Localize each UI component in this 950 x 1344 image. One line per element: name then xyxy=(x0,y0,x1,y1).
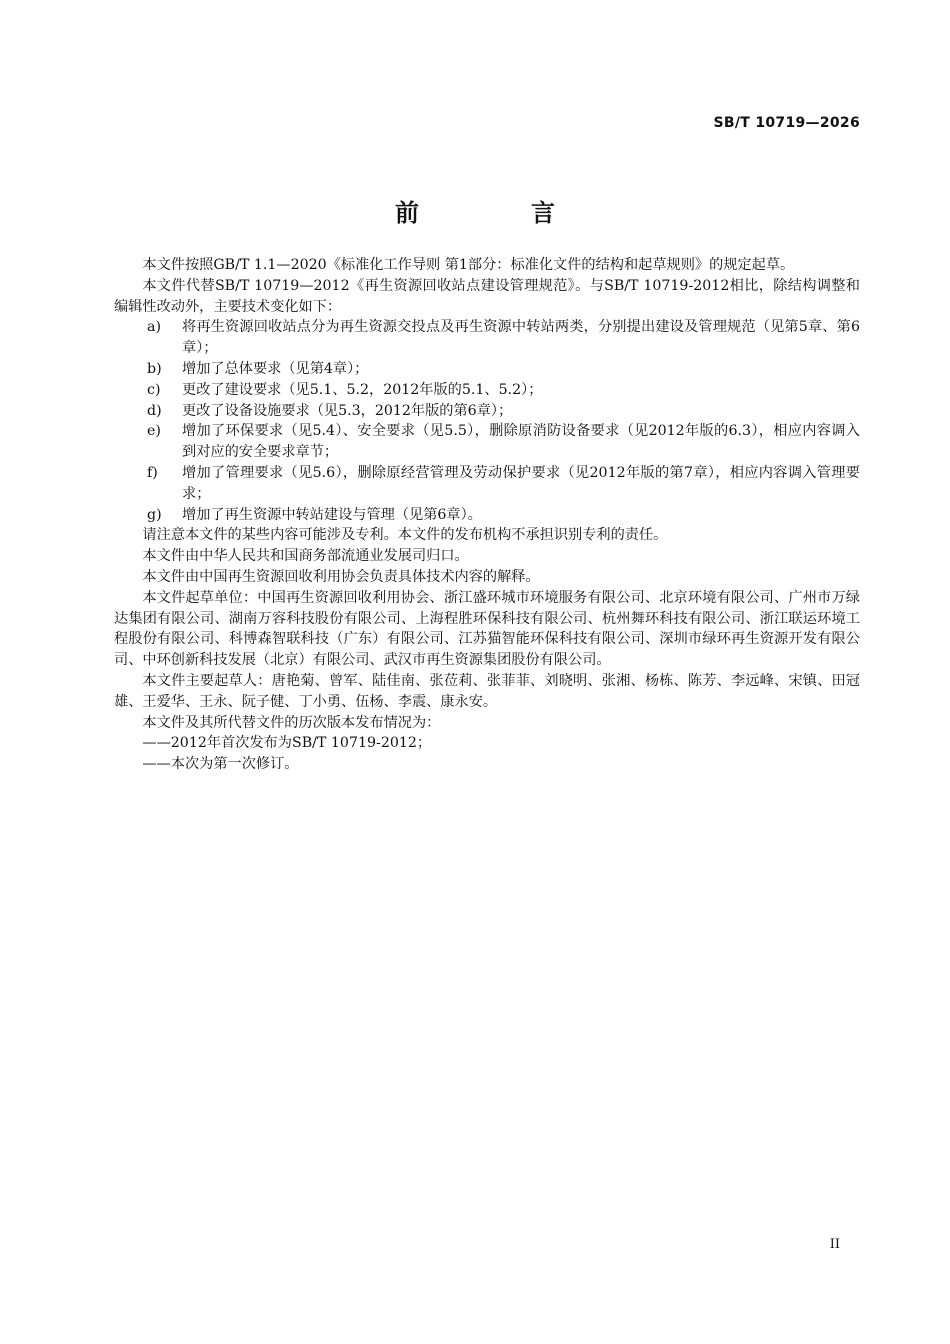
history-item: ——2012年首次发布为SB/T 10719-2012； xyxy=(142,735,432,752)
list-item xyxy=(114,401,860,422)
list-marker: b) xyxy=(147,360,162,377)
list-marker: e) xyxy=(147,423,161,440)
list-marker: f) xyxy=(147,464,158,481)
list-marker: a) xyxy=(147,319,161,336)
paragraph: 本文件由中华人民共和国商务部流通业发展司归口。 xyxy=(142,548,469,565)
drafting-units-paragraph: 本文件起草单位：中国再生资源回收利用协会、浙江盛环城市环境服务有限公司、北京环境有限公司、广州市万绿达集团有限公司、湖南万容科技股份有限公司、上海程胜环保科技有限公司、杭州舞环科技有限公司、浙江联运环境工程股份有限公司、科博森智联科技（广东）有限公司、江苏猫智能环保科技有限公司、深圳市绿环再生资源开发有限公司、中环创新科技发展（北京）有限公司、武汉市再生资源集团股份有限公司。 xyxy=(114,589,860,669)
list-item xyxy=(114,505,860,526)
changes-list xyxy=(114,317,860,525)
list-item-text: 将再生资源回收站点分为再生资源交投点及再生资源中转站两类，分别提出建设及管理规范（见第5章、第6章）； xyxy=(182,319,860,357)
list-item xyxy=(114,359,860,380)
list-item-text: 增加了总体要求（见第4章）； xyxy=(182,360,369,377)
list-marker: c) xyxy=(147,381,161,398)
list-item-text: 增加了环保要求（见5.4）、安全要求（见5.5），删除原消防设备要求（见2012年版的6.3），相应内容调入到对应的安全要求章节； xyxy=(182,423,860,461)
history-item: ——本次为第一次修订。 xyxy=(142,756,299,773)
paragraph: 本文件由中国再生资源回收利用协会负责具体技术内容的解释。 xyxy=(142,568,540,585)
list-item xyxy=(114,317,860,359)
list-item xyxy=(114,463,860,505)
list-item-text: 更改了建设要求（见5.1、5.2，2012年版的5.1、5.2）； xyxy=(182,381,543,398)
paragraph: 本文件及其所代替文件的历次版本发布情况为： xyxy=(142,714,441,731)
list-marker: d) xyxy=(147,402,162,419)
standard-code: SB/T 10719—2026 xyxy=(713,115,860,131)
list-item-text: 增加了管理要求（见5.6），删除原经营管理及劳动保护要求（见2012年版的第7章），相应内容调入管理要求； xyxy=(182,464,860,502)
list-item xyxy=(114,421,860,463)
list-item-text: 更改了设备设施要求（见5.3，2012年版的第6章）； xyxy=(182,402,513,419)
drafters-paragraph: 本文件主要起草人：唐艳菊、曾军、陆佳南、张莅莉、张菲菲、刘晓明、张湘、杨栋、陈芳、李远峰、宋镇、田冠雄、王爱华、王永、阮子健、丁小勇、伍杨、李震、康永安。 xyxy=(114,672,860,710)
paragraph: 请注意本文件的某些内容可能涉及专利。本文件的发布机构不承担识别专利的责任。 xyxy=(142,527,668,544)
document-body xyxy=(114,255,860,775)
paragraph: 本文件按照GB/T 1.1—2020《标准化工作导则 第1部分：标准化文件的结构和起草规则》的规定起草。 xyxy=(142,257,795,273)
page-number: II xyxy=(829,1237,840,1252)
list-item xyxy=(114,380,860,401)
paragraph: 本文件代替SB/T 10719—2012《再生资源回收站点建设管理规范》。与SB/T 10719-2012相比，除结构调整和编辑性改动外，主要技术变化如下： xyxy=(114,277,860,315)
page-title: 前 言 xyxy=(395,199,599,227)
list-marker: g) xyxy=(147,506,162,523)
list-item-text: 增加了再生资源中转站建设与管理（见第6章）。 xyxy=(182,506,482,523)
